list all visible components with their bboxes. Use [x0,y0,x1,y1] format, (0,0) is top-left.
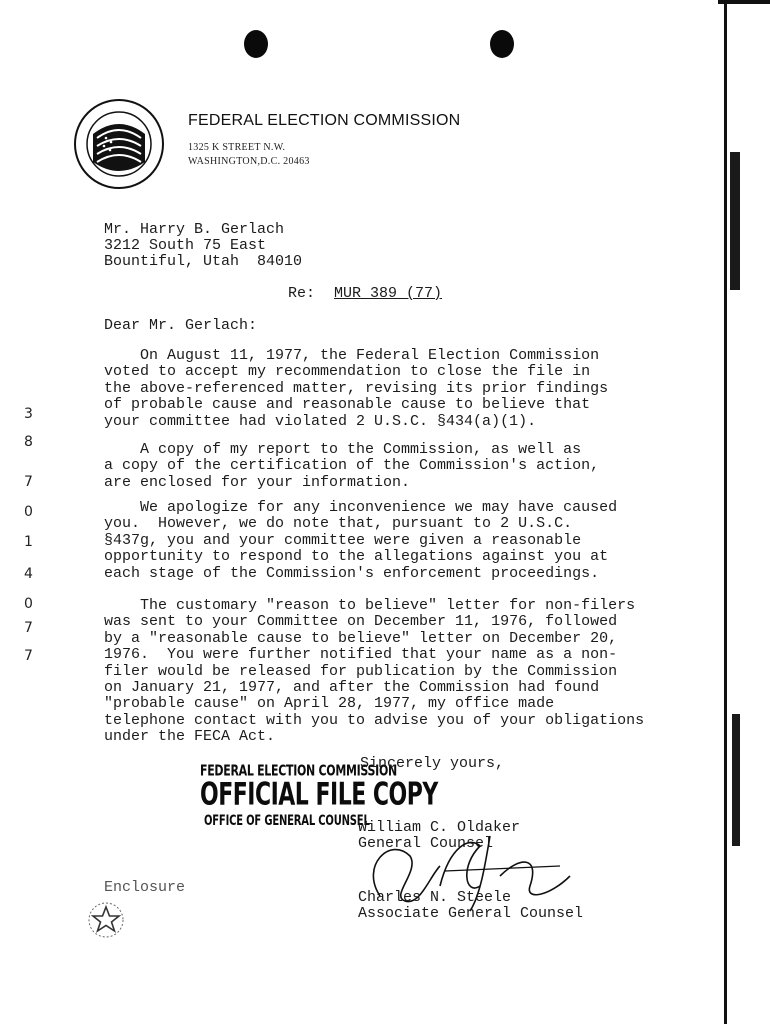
signer-name: Charles N. Steele [358,889,512,906]
reference-value: MUR 389 (77) [334,285,443,302]
paragraph-line: We apologize for any inconvenience we may have caused [104,499,618,516]
enclosure-label: Enclosure [104,879,186,896]
paragraph-line: §437g, you and your committee were given a reasonable [104,531,582,549]
agency-address-line2: WASHINGTON,D.C. 20463 [188,156,310,167]
margin-digit: 8 [24,434,33,450]
margin-digit: 1 [24,534,33,550]
paragraph-line: you. However, we do note that, pursuant to 2 U.S.C. [104,515,573,533]
paragraph-line: by a "reasonable cause to believe" letter on December 20, [104,629,618,647]
margin-digit: 4 [24,566,33,582]
margin-digit: 7 [24,648,33,664]
margin-digit: 7 [24,474,33,490]
margin-digit: 0 [24,504,33,520]
paragraph-line: under the FECA Act. [104,728,276,746]
punch-hole-left [244,30,268,58]
paragraph-line: A copy of my report to the Commission, as well as [104,441,582,458]
margin-digit: 7 [24,620,33,636]
paragraph-1 [104,348,664,430]
paragraph-line: "probable cause" on April 28, 1977, my office made [104,695,555,713]
agency-seal-icon [66,96,172,192]
agency-address-line1: 1325 K STREET N.W. [188,142,286,153]
paragraph-line: opportunity to respond to the allegations against you at [104,548,609,566]
paragraph-4 [104,598,664,746]
paragraph-line: telephone contact with you to advise you of your obligations [104,711,645,729]
general-counsel-title: General Counsel [358,835,494,852]
paragraph-line: 1976. You were further notified that your name as a non- [104,646,618,664]
paragraph-line: on January 21, 1977, and after the Commission had found [104,679,600,697]
paragraph-line: was sent to your Committee on December 11, 1976, followed [104,613,618,631]
closing: Sincerely yours, [360,755,505,772]
recipient-city: Bountiful, Utah 84010 [104,253,303,270]
paragraph-2 [104,442,664,491]
margin-digit: 3 [24,406,33,422]
stamp-commission: FEDERAL ELECTION COMMISSION [200,762,397,780]
paragraph-line: On August 11, 1977, the Federal Election Commission [104,347,600,364]
stamp-official-file-copy: OFFICIAL FILE COPY [200,778,438,813]
stamp-office: OFFICE OF GENERAL COUNSEL [204,814,370,830]
reference-label: Re: [288,285,316,302]
margin-digit: 0 [24,596,33,612]
scan-edge-block-upper [730,152,740,290]
salutation: Dear Mr. Gerlach: [104,317,258,334]
paragraph-3 [104,500,664,582]
paragraph-line: filer would be released for publication by the Commission [104,662,618,680]
paragraph-line: a copy of the certification of the Commission's action, [104,457,600,475]
punch-hole-right [490,30,514,58]
paragraph-line: the above-referenced matter, revising its prior findings [104,379,609,397]
signer-title: Associate General Counsel [358,905,584,922]
scan-edge-vertical [724,0,727,1024]
scan-edge-block-lower [732,714,740,846]
paragraph-line: of probable cause and reasonable cause to believe that [104,396,591,414]
recipient-street: 3212 South 75 East [104,237,267,254]
general-counsel-name: William C. Oldaker [358,819,521,836]
paragraph-line: voted to accept my recommendation to close the file in [104,363,591,381]
paragraph-line: The customary "reason to believe" letter for non-filers [104,597,636,614]
recipient-name: Mr. Harry B. Gerlach [104,221,285,238]
paragraph-line: each stage of the Commission's enforcement proceedings. [104,564,600,582]
paragraph-line: your committee had violated 2 U.S.C. §434(a)(1). [104,412,537,430]
agency-name: FEDERAL ELECTION COMMISSION [188,112,461,129]
star-emblem-icon [86,900,126,940]
paragraph-line: are enclosed for your information. [104,473,411,491]
